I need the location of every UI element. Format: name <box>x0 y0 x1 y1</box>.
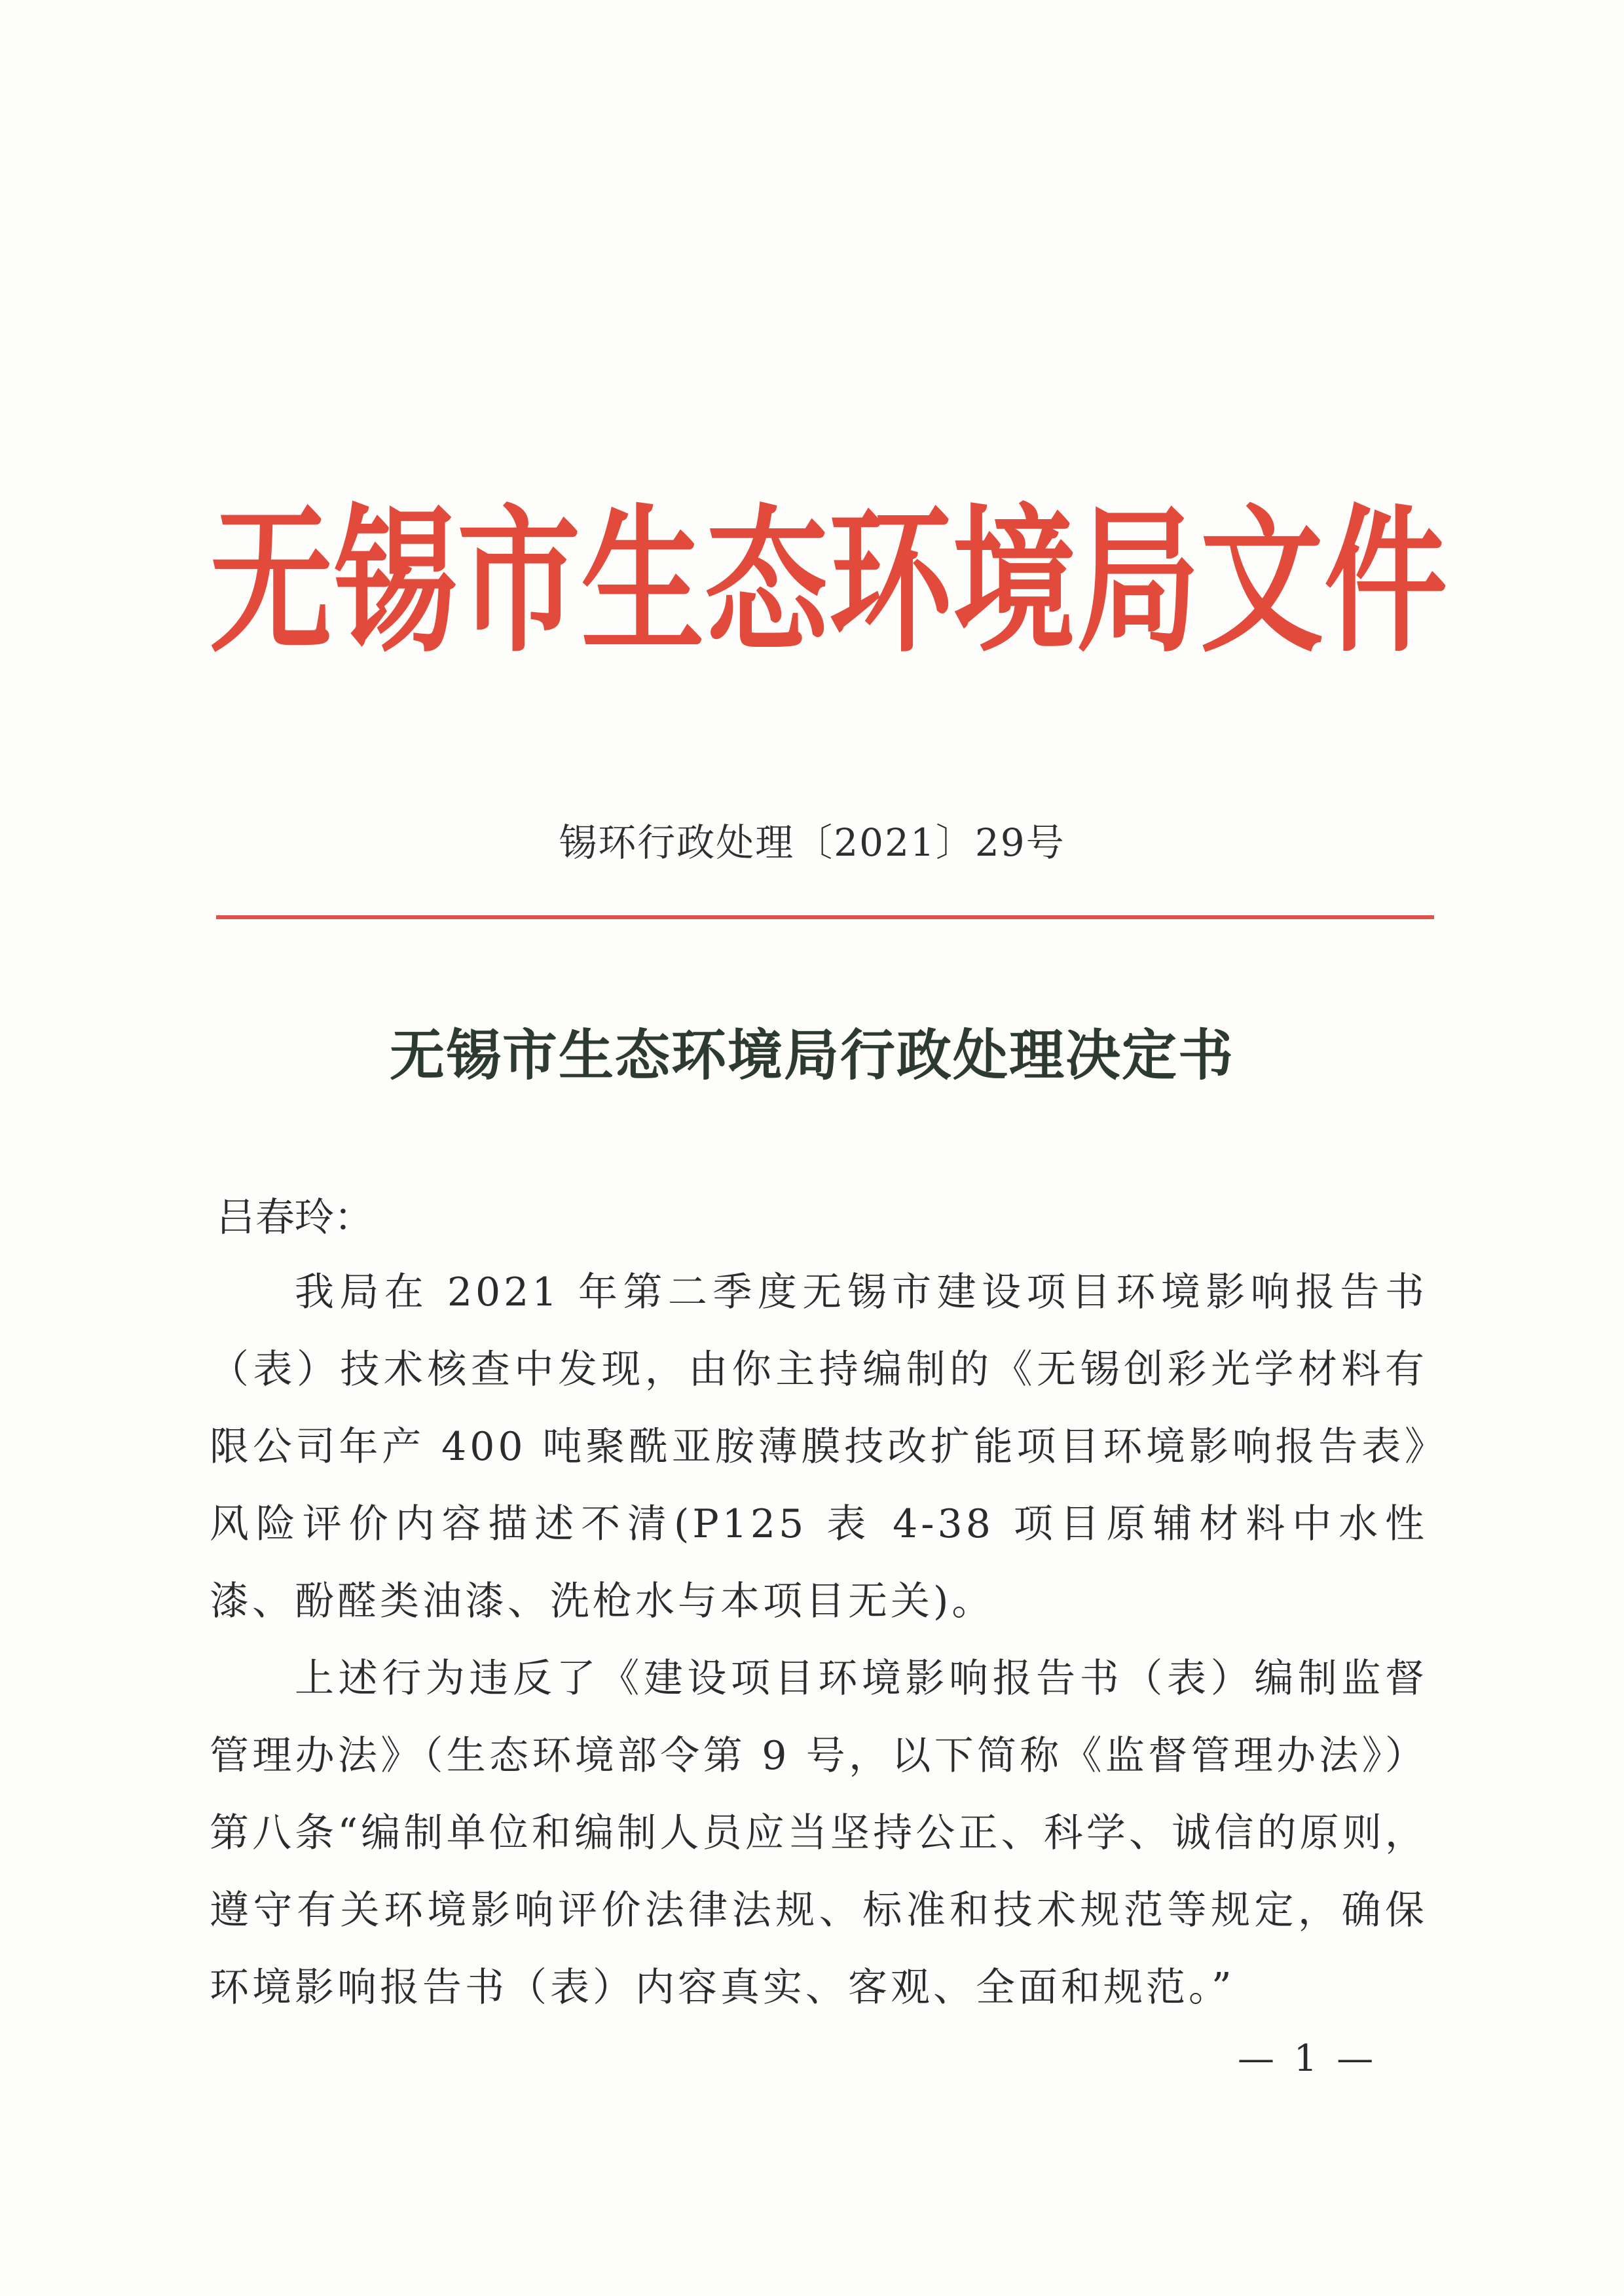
header-char: 生 <box>581 490 705 674</box>
body-paragraph: 我局在 2021 年第二季度无锡市建设项目环境影响报告书（表）技术核查中发现，由你主持编制的《无锡创彩光学材料有限公司年产 400 吨聚酰亚胺薄膜技改扩能项目环境影响报告表》风险评价内容描述不清(P125 表 4-38 项目原辅材料中水性漆、酚醛类油漆、洗枪水与本项目无关)。 <box>210 1269 1428 1624</box>
header-char: 件 <box>1323 490 1447 674</box>
header-char: 局 <box>1076 490 1200 674</box>
header-char: 环 <box>828 490 952 674</box>
header-divider-rule <box>216 915 1434 919</box>
document-body <box>210 1254 1428 2026</box>
decision-title: 无锡市生态环境局行政处理决定书 <box>389 1023 1234 1087</box>
header-char: 锡 <box>333 490 457 674</box>
body-paragraph: 上述行为违反了《建设项目环境影响报告书（表）编制监督管理办法》（生态环境部令第 9 号，以下简称《监督管理办法》）第八条“编制单位和编制人员应当坚持公正、科学、诚信的原则，遵守有关环境影响评价法律法规、标准和技术规范等规定，确保环境影响报告书（表）内容真实、客观、全面和规范。” <box>210 1656 1428 2011</box>
page-number: — 1 — <box>1238 2037 1378 2080</box>
header-char: 文 <box>1200 490 1323 674</box>
recipient-salutation: 吕春玲： <box>216 1195 373 1241</box>
header-char: 态 <box>705 490 828 674</box>
document-number: 锡环行政处理〔2021〕29号 <box>559 820 1065 865</box>
header-char: 市 <box>457 490 581 674</box>
header-char: 无 <box>210 490 333 674</box>
document-header-title <box>210 457 1447 708</box>
header-char: 境 <box>952 490 1076 674</box>
